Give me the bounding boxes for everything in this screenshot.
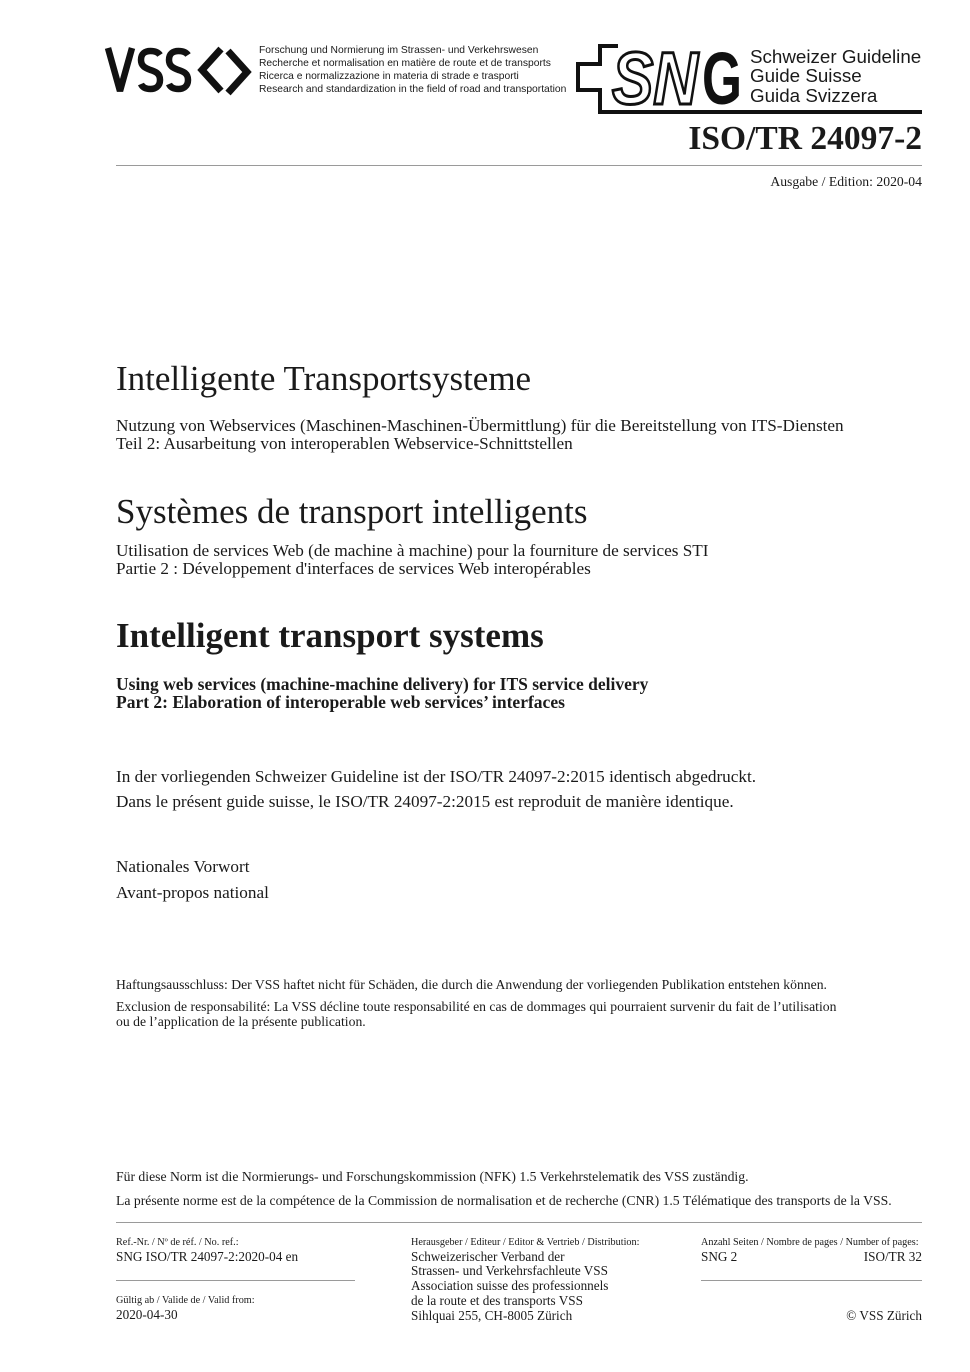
vss-logo-letter-s xyxy=(169,51,188,89)
footer-valid-from-value: 2020-04-30 xyxy=(116,1306,178,1322)
sng-logo-letters-solid: G xyxy=(702,42,742,117)
vss-logo-letter-v xyxy=(108,48,132,91)
vss-tagline-line: Recherche et normalisation en matière de route et de transports xyxy=(259,58,551,69)
disclaimer-de: Haftungsausschluss: Der VSS haftet nicht für Schäden, die durch die Anwendung der vorliegenden Publikation entstehen können. xyxy=(116,976,827,992)
footer-divider xyxy=(116,1280,355,1281)
footer-reference-value: SNG ISO/TR 24097-2:2020-04 en xyxy=(116,1248,299,1264)
footer-pages-iso: ISO/TR 32 xyxy=(863,1248,922,1264)
subtitle-fr xyxy=(116,542,709,578)
reprint-notice-line: Dans le présent guide suisse, le ISO/TR 24097-2:2015 est reproduit de manière identique. xyxy=(116,792,734,812)
title-fr: Systèmes de transport intelligents xyxy=(116,491,588,531)
sng-guideline-names xyxy=(750,47,921,105)
vss-tagline-line: Forschung und Normierung im Strassen- und Verkehrswesen xyxy=(259,45,539,56)
footer-reference-label: Ref.-Nr. / Nº de réf. / No. ref.: xyxy=(116,1236,239,1248)
disclaimer-fr xyxy=(116,999,836,1029)
title-de: Intelligente Transportsysteme xyxy=(116,358,532,398)
vss-tagline xyxy=(259,44,566,96)
footer-publisher-line: Association suisse des professionnels xyxy=(411,1278,609,1294)
header-rule xyxy=(116,165,922,166)
footer-pages-sng: SNG 2 xyxy=(701,1248,738,1264)
footer-publisher-line: Strassen- und Verkehrsfachleute VSS xyxy=(411,1263,608,1279)
reprint-notice-line: In der vorliegenden Schweizer Guideline ist der ISO/TR 24097-2:2015 identisch abgedruckt. xyxy=(116,767,757,787)
sng-guideline-line: Guide Suisse xyxy=(750,65,862,87)
subtitle-de-line: Nutzung von Webservices (Maschinen-Maschinen-Übermittlung) für die Bereitstellung von ITS-Diensten xyxy=(116,416,844,436)
committee-line: Für diese Norm ist die Normierungs- und Forschungskommission (NFK) 1.5 Verkehrstelematik des VSS zuständig. xyxy=(116,1168,749,1184)
national-foreword xyxy=(116,854,269,906)
subtitle-de-line: Teil 2: Ausarbeitung von interoperablen Webservice-Schnittstellen xyxy=(116,434,573,454)
disclaimer-fr-line: Exclusion de responsabilité: La VSS décline toute responsabilité en cas de dommages qui pourraient survenir du fait de l’utilisation xyxy=(116,999,837,1015)
vss-logo xyxy=(104,41,254,99)
subtitle-fr-line: Partie 2 : Développement d'interfaces de services Web interopérables xyxy=(116,558,591,578)
footer-pages-label: Anzahl Seiten / Nombre de pages / Number of pages: xyxy=(701,1236,919,1248)
footer-rule xyxy=(116,1222,922,1223)
vss-chevron-icon xyxy=(202,49,247,93)
national-foreword-line: Avant-propos national xyxy=(116,882,269,902)
sng-guideline-line: Guida Svizzera xyxy=(750,84,878,106)
footer-publisher-address xyxy=(411,1250,608,1324)
footer-publisher-label: Herausgeber / Editeur / Editor & Vertrieb / Distribution: xyxy=(411,1236,640,1248)
edition-date: Ausgabe / Edition: 2020-04 xyxy=(770,173,922,189)
vss-tagline-line: Research and standardization in the field of road and transportation xyxy=(259,84,567,95)
footer-divider xyxy=(701,1280,922,1281)
footer-valid-from-label: Gültig ab / Valide de / Valid from: xyxy=(116,1294,255,1306)
title-en: Intelligent transport systems xyxy=(116,615,544,655)
sng-logo-letters-outline: SN xyxy=(612,42,700,117)
national-foreword-line: Nationales Vorwort xyxy=(116,856,250,876)
footer-publisher-line: Schweizerischer Verband der xyxy=(411,1248,565,1264)
committee-line: La présente norme est de la compétence de la Commission de normalisation et de recherche (CNR) 1.5 Télématique des transports de la VSS. xyxy=(116,1192,892,1208)
footer-publisher-line: Sihlquai 255, CH-8005 Zürich xyxy=(411,1307,573,1323)
subtitle-en-line: Using web services (machine-machine delivery) for ITS service delivery xyxy=(116,673,649,694)
subtitle-en-line: Part 2: Elaboration of interoperable web services’ interfaces xyxy=(116,691,565,712)
disclaimer-fr-line: ou de l’application de la présente publication. xyxy=(116,1014,366,1030)
subtitle-en xyxy=(116,675,648,711)
sng-guideline-line: Schweizer Guideline xyxy=(750,46,922,67)
footer-publisher-line: de la route et des transports VSS xyxy=(411,1292,583,1308)
subtitle-de xyxy=(116,417,844,453)
committee-responsibility xyxy=(116,1165,892,1213)
subtitle-fr-line: Utilisation de services Web (de machine à machine) pour la fourniture de services STI xyxy=(116,540,709,560)
document-number: ISO/TR 24097-2 xyxy=(688,119,922,157)
vss-logo-letter-s xyxy=(141,51,160,89)
reprint-notice xyxy=(116,764,756,814)
vss-tagline-line: Ricerca e normalizzazione in materia di strade e trasporti xyxy=(259,71,519,82)
footer-copyright: © VSS Zürich xyxy=(846,1307,922,1323)
